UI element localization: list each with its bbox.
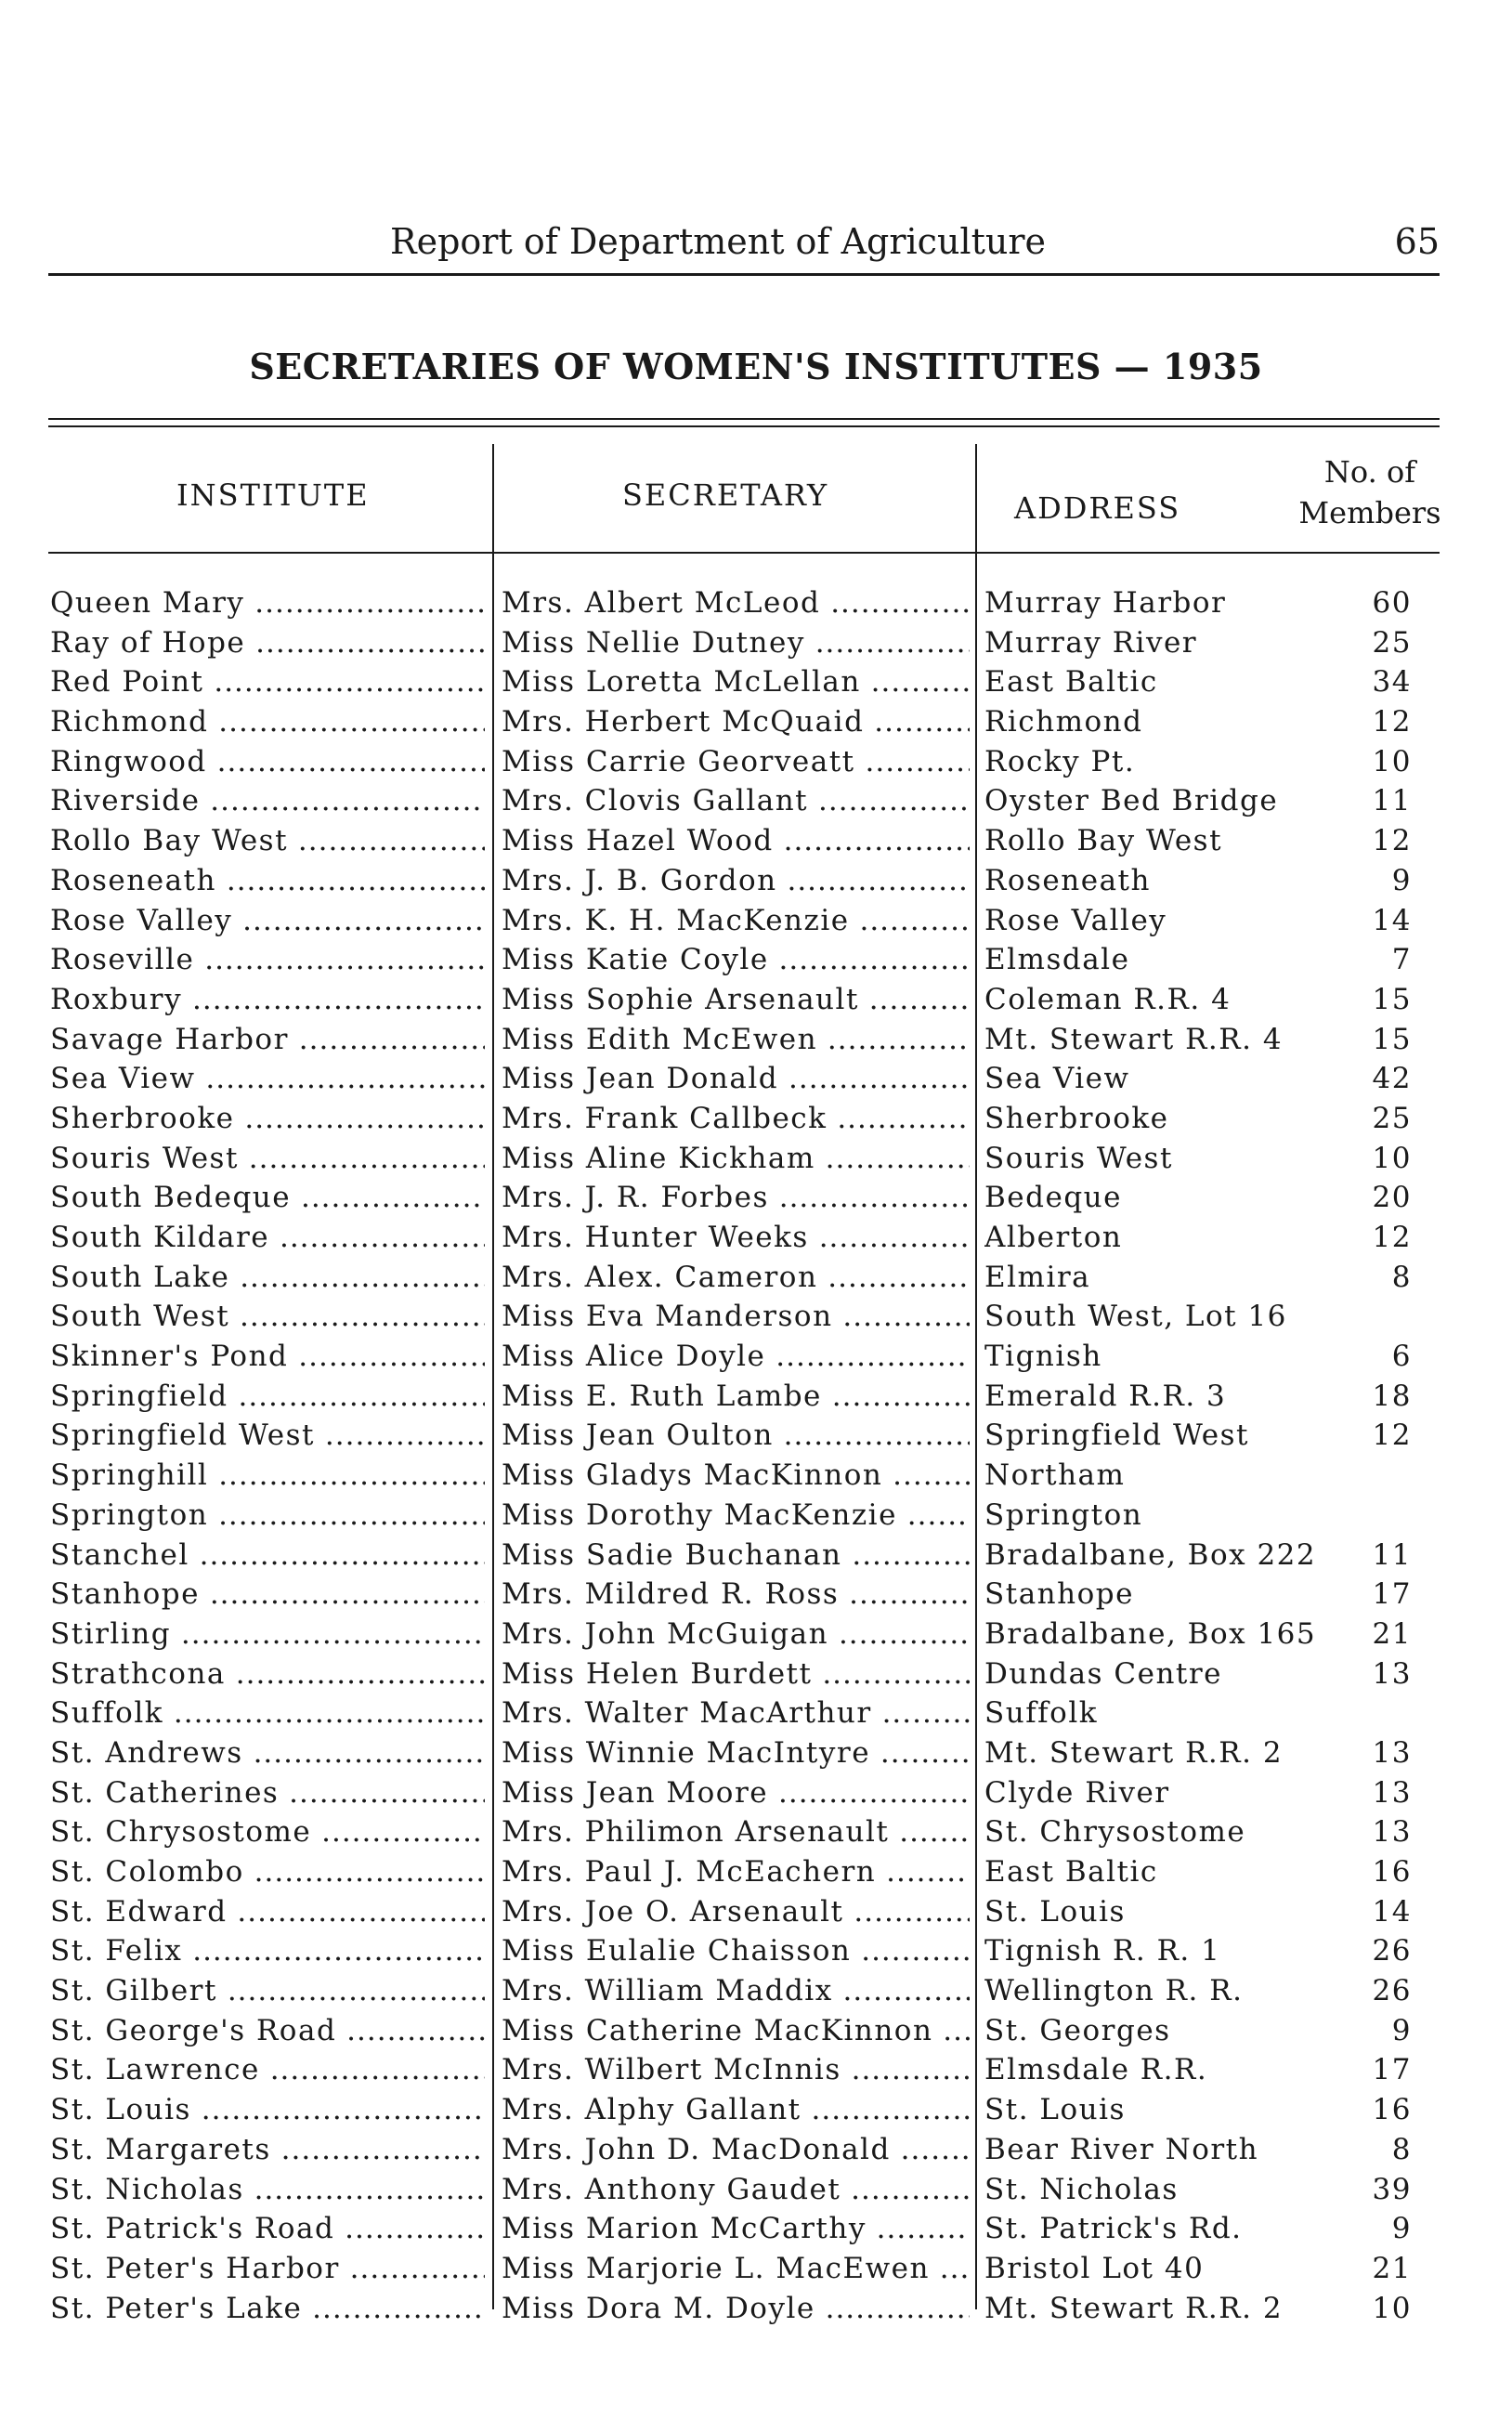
institute-cell: Springfield ..... xyxy=(50,1377,485,1416)
secretary-cell: Miss Jean Oulton ..... xyxy=(502,1416,970,1455)
address-cell: Mt. Stewart R.R. 2 xyxy=(984,1735,1284,1770)
members-cell: 14 xyxy=(1372,903,1412,937)
members-cell: 14 xyxy=(1372,1894,1412,1929)
address-cell: Emerald R.R. 3 xyxy=(984,1379,1227,1413)
address-cell: Tignish R. R. 1 xyxy=(984,1934,1221,1968)
secretary-cell: Mrs. Anthony Gaudet ..... xyxy=(502,2170,970,2209)
secretary-cell: Miss Winnie MacIntyre ..... xyxy=(502,1733,970,1772)
secretary-cell: Miss Marion McCarthy ..... xyxy=(502,2209,970,2248)
secretary-cell: Mrs. Clovis Gallant ..... xyxy=(502,781,970,820)
address-cell: Northam xyxy=(984,1458,1126,1493)
address-cell: Sherbrooke xyxy=(984,1101,1169,1135)
members-cell: 20 xyxy=(1372,1181,1412,1215)
address-cell: Rollo Bay West xyxy=(984,824,1223,858)
address-cell: East Baltic xyxy=(984,665,1158,700)
address-cell: Springton xyxy=(984,1497,1143,1532)
secretary-cell: Miss Hazel Wood ..... xyxy=(502,821,970,860)
institute-cell: St. Peter's Lake ..... xyxy=(50,2289,485,2328)
institute-cell: St. George's Road ..... xyxy=(50,2011,485,2050)
address-cell: St. Louis xyxy=(984,2093,1126,2127)
address-cell: Souris West xyxy=(984,1141,1173,1175)
table-row xyxy=(0,623,1512,663)
address-cell: Roseneath xyxy=(984,863,1151,897)
institute-cell: Suffolk ..... xyxy=(50,1693,485,1733)
table-row xyxy=(0,781,1512,821)
address-cell: Bear River North xyxy=(984,2132,1259,2166)
address-cell: St. Nicholas xyxy=(984,2172,1179,2206)
members-cell: 39 xyxy=(1372,2172,1412,2206)
members-cell: 8 xyxy=(1391,1260,1412,1294)
institute-cell: Ray of Hope ..... xyxy=(50,623,485,662)
secretary-cell: Miss Aline Kickham ..... xyxy=(502,1139,970,1178)
table-row xyxy=(0,901,1512,941)
secretary-cell: Mrs. J. B. Gordon ..... xyxy=(502,861,970,900)
table-row xyxy=(0,1536,1512,1576)
address-cell: Dundas Centre xyxy=(984,1656,1223,1691)
table-row xyxy=(0,1892,1512,1932)
institute-cell: Red Point ..... xyxy=(50,662,485,701)
table-row xyxy=(0,1812,1512,1852)
secretary-cell: Mrs. J. R. Forbes ..... xyxy=(502,1178,970,1217)
secretary-cell: Miss Loretta McLellan ..... xyxy=(502,662,970,701)
address-cell: Rose Valley xyxy=(984,903,1167,937)
table-row xyxy=(0,1575,1512,1615)
address-cell: Coleman R.R. 4 xyxy=(984,982,1232,1016)
secretary-cell: Mrs. Hunter Weeks ..... xyxy=(502,1218,970,1257)
secretary-cell: Miss Eva Manderson ..... xyxy=(502,1297,970,1336)
institutes-table xyxy=(0,583,1512,2328)
institute-cell: Sherbrooke ..... xyxy=(50,1099,485,1138)
members-header-line1: No. of xyxy=(1323,454,1416,490)
table-row xyxy=(0,1416,1512,1456)
address-cell: Sea View xyxy=(984,1062,1130,1096)
address-cell: Murray Harbor xyxy=(984,586,1227,620)
secretary-cell: Mrs. Wilbert McInnis ..... xyxy=(502,2050,970,2089)
members-cell: 11 xyxy=(1372,1537,1412,1572)
members-cell: 34 xyxy=(1372,665,1412,700)
secretary-cell: Mrs. Alphy Gallant ..... xyxy=(502,2090,970,2129)
secretary-cell: Mrs. K. H. MacKenzie ..... xyxy=(502,901,970,940)
secretary-cell: Miss Jean Donald ..... xyxy=(502,1059,970,1098)
members-cell: 10 xyxy=(1372,2291,1412,2325)
secretary-cell: Mrs. Herbert McQuaid ..... xyxy=(502,702,970,741)
members-cell: 25 xyxy=(1372,625,1412,660)
table-row xyxy=(0,2130,1512,2170)
institute-cell: St. Gilbert ..... xyxy=(50,1971,485,2010)
table-row xyxy=(0,940,1512,980)
members-cell: 9 xyxy=(1391,2013,1412,2047)
address-cell: Mt. Stewart R.R. 2 xyxy=(984,2291,1284,2325)
table-row xyxy=(0,2289,1512,2329)
members-cell: 11 xyxy=(1372,784,1412,818)
address-cell: Alberton xyxy=(984,1221,1123,1254)
table-row xyxy=(0,1099,1512,1139)
institute-cell: Roseneath ..... xyxy=(50,861,485,900)
institute-cell: Ringwood ..... xyxy=(50,742,485,781)
address-cell: South West, Lot 16 xyxy=(984,1300,1287,1334)
address-cell: Mt. Stewart R.R. 4 xyxy=(984,1022,1284,1056)
address-cell: Elmsdale xyxy=(984,943,1130,977)
institute-cell: Rose Valley ..... xyxy=(50,901,485,940)
table-row xyxy=(0,1931,1512,1971)
institute-cell: Springton ..... xyxy=(50,1496,485,1535)
institute-cell: South West ..... xyxy=(50,1297,485,1336)
institute-cell: Roseville ..... xyxy=(50,940,485,979)
address-cell: Richmond xyxy=(984,705,1143,739)
table-row xyxy=(0,1178,1512,1218)
secretary-cell: Miss Edith McEwen ..... xyxy=(502,1020,970,1059)
table-row xyxy=(0,1773,1512,1813)
institute-cell: St. Andrews ..... xyxy=(50,1733,485,1772)
institute-cell: Stanhope ..... xyxy=(50,1575,485,1614)
secretary-cell: Mrs. John McGuigan ..... xyxy=(502,1615,970,1654)
table-row xyxy=(0,1733,1512,1773)
members-cell: 21 xyxy=(1372,2251,1412,2285)
members-cell: 26 xyxy=(1372,1974,1412,2008)
members-cell: 13 xyxy=(1372,1775,1412,1810)
secretary-cell: Mrs. Frank Callbeck ..... xyxy=(502,1099,970,1138)
table-row xyxy=(0,1297,1512,1337)
table-row xyxy=(0,702,1512,742)
members-cell: 16 xyxy=(1372,2093,1412,2127)
table-row xyxy=(0,980,1512,1020)
institute-cell: Richmond ..... xyxy=(50,702,485,741)
address-cell: Rocky Pt. xyxy=(984,744,1136,778)
secretary-cell: Miss Dorothy MacKenzie ..... xyxy=(502,1496,970,1535)
members-cell: 17 xyxy=(1372,2053,1412,2087)
members-cell: 18 xyxy=(1372,1379,1412,1413)
members-cell: 17 xyxy=(1372,1577,1412,1612)
table-row xyxy=(0,1496,1512,1536)
address-cell: St. Georges xyxy=(984,2013,1171,2047)
members-cell: 8 xyxy=(1391,2132,1412,2166)
column-header-institute: INSTITUTE xyxy=(176,477,370,513)
secretary-cell: Mrs. John D. MacDonald ..... xyxy=(502,2130,970,2169)
address-cell: Bradalbane, Box 165 xyxy=(984,1616,1317,1651)
address-cell: Springfield West xyxy=(984,1419,1250,1453)
institute-cell: St. Edward ..... xyxy=(50,1892,485,1931)
institute-cell: Savage Harbor ..... xyxy=(50,1020,485,1059)
institute-cell: Skinner's Pond ..... xyxy=(50,1337,485,1376)
institute-cell: St. Felix ..... xyxy=(50,1931,485,1970)
column-header-address: ADDRESS xyxy=(1014,490,1181,526)
table-row xyxy=(0,1218,1512,1258)
title-rule-top xyxy=(48,418,1440,420)
address-cell: Suffolk xyxy=(984,1696,1099,1731)
header-underline-address xyxy=(977,552,1440,554)
table-row xyxy=(0,2090,1512,2130)
table-row xyxy=(0,1139,1512,1179)
header-underline-secretary xyxy=(494,552,975,554)
members-cell: 21 xyxy=(1372,1616,1412,1651)
secretary-cell: Miss Eulalie Chaisson ..... xyxy=(502,1931,970,1970)
secretary-cell: Miss Carrie Georveatt ..... xyxy=(502,742,970,781)
institute-cell: St. Peter's Harbor ..... xyxy=(50,2249,485,2288)
secretary-cell: Miss Dora M. Doyle ..... xyxy=(502,2289,970,2328)
address-cell: Bedeque xyxy=(984,1181,1122,1215)
address-cell: St. Louis xyxy=(984,1894,1126,1929)
members-cell: 13 xyxy=(1372,1735,1412,1770)
secretary-cell: Mrs. Philimon Arsenault ..... xyxy=(502,1812,970,1851)
address-cell: Oyster Bed Bridge xyxy=(984,784,1279,818)
table-row xyxy=(0,821,1512,861)
members-cell: 12 xyxy=(1372,1419,1412,1453)
institute-cell: Sea View ..... xyxy=(50,1059,485,1098)
secretary-cell: Mrs. Albert McLeod ..... xyxy=(502,583,970,622)
members-cell: 15 xyxy=(1372,982,1412,1016)
institute-cell: South Lake ..... xyxy=(50,1258,485,1297)
members-cell: 12 xyxy=(1372,1221,1412,1254)
address-cell: Elmira xyxy=(984,1260,1091,1294)
table-row xyxy=(0,1852,1512,1892)
secretary-cell: Miss Katie Coyle ..... xyxy=(502,940,970,979)
institute-cell: Queen Mary ..... xyxy=(50,583,485,622)
running-title: Report of Department of Agriculture xyxy=(390,221,1046,262)
secretary-cell: Mrs. Joe O. Arsenault ..... xyxy=(502,1892,970,1931)
table-row xyxy=(0,1456,1512,1496)
members-cell: 60 xyxy=(1372,586,1412,620)
members-cell: 42 xyxy=(1372,1062,1412,1096)
members-cell: 7 xyxy=(1391,943,1412,977)
table-row xyxy=(0,2249,1512,2289)
institute-cell: Stanchel ..... xyxy=(50,1536,485,1575)
table-row xyxy=(0,583,1512,623)
address-cell: Tignish xyxy=(984,1340,1102,1374)
column-header-secretary: SECRETARY xyxy=(622,477,829,513)
running-header xyxy=(48,216,1440,271)
members-cell: 10 xyxy=(1372,1141,1412,1175)
table-row xyxy=(0,2011,1512,2051)
table-row xyxy=(0,1693,1512,1733)
institute-cell: Rollo Bay West ..... xyxy=(50,821,485,860)
address-cell: Bradalbane, Box 222 xyxy=(984,1537,1317,1572)
members-cell: 9 xyxy=(1391,2212,1412,2246)
members-cell: 9 xyxy=(1391,863,1412,897)
institute-cell: St. Catherines ..... xyxy=(50,1773,485,1812)
institute-cell: St. Colombo ..... xyxy=(50,1852,485,1891)
institute-cell: St. Patrick's Road ..... xyxy=(50,2209,485,2248)
secretary-cell: Miss Marjorie L. MacEwen ..... xyxy=(502,2249,970,2288)
address-cell: Murray River xyxy=(984,625,1198,660)
members-cell: 15 xyxy=(1372,1022,1412,1056)
secretary-cell: Mrs. Paul J. McEachern ..... xyxy=(502,1852,970,1891)
table-row xyxy=(0,1337,1512,1377)
address-cell: Wellington R. R. xyxy=(984,1974,1244,2008)
address-cell: Bristol Lot 40 xyxy=(984,2251,1205,2285)
institute-cell: St. Margarets ..... xyxy=(50,2130,485,2169)
address-cell: East Baltic xyxy=(984,1855,1158,1889)
institute-cell: Souris West ..... xyxy=(50,1139,485,1178)
table-row xyxy=(0,1971,1512,2011)
column-header-members xyxy=(1291,451,1449,533)
secretary-cell: Mrs. William Maddix ..... xyxy=(502,1971,970,2010)
members-cell: 12 xyxy=(1372,705,1412,739)
institute-cell: Riverside ..... xyxy=(50,781,485,820)
secretary-cell: Miss Helen Burdett ..... xyxy=(502,1654,970,1693)
members-cell: 13 xyxy=(1372,1815,1412,1850)
header-rule xyxy=(48,273,1440,276)
institute-cell: Stirling ..... xyxy=(50,1615,485,1654)
members-cell: 13 xyxy=(1372,1656,1412,1691)
table-row xyxy=(0,1615,1512,1654)
table-row xyxy=(0,2170,1512,2210)
secretary-cell: Mrs. Mildred R. Ross ..... xyxy=(502,1575,970,1614)
secretary-cell: Miss Catherine MacKinnon ..... xyxy=(502,2011,970,2050)
table-row xyxy=(0,1258,1512,1298)
table-row xyxy=(0,1654,1512,1694)
table-row xyxy=(0,662,1512,702)
address-cell: St. Chrysostome xyxy=(984,1815,1246,1850)
address-cell: Clyde River xyxy=(984,1775,1170,1810)
secretary-cell: Miss Jean Moore ..... xyxy=(502,1773,970,1812)
table-row xyxy=(0,742,1512,782)
secretary-cell: Miss Gladys MacKinnon ..... xyxy=(502,1456,970,1495)
institute-cell: St. Lawrence ..... xyxy=(50,2050,485,2089)
institute-cell: St. Louis ..... xyxy=(50,2090,485,2129)
members-cell: 10 xyxy=(1372,744,1412,778)
secretary-cell: Miss E. Ruth Lambe ..... xyxy=(502,1377,970,1416)
table-row xyxy=(0,2050,1512,2090)
institute-cell: Roxbury ..... xyxy=(50,980,485,1019)
members-cell: 16 xyxy=(1372,1855,1412,1889)
institute-cell: St. Chrysostome ..... xyxy=(50,1812,485,1851)
members-cell: 25 xyxy=(1372,1101,1412,1135)
secretary-cell: Miss Alice Doyle ..... xyxy=(502,1337,970,1376)
address-cell: Stanhope xyxy=(984,1577,1134,1612)
table-row xyxy=(0,1020,1512,1060)
members-cell: 26 xyxy=(1372,1934,1412,1968)
table-row xyxy=(0,861,1512,901)
institute-cell: South Kildare ..... xyxy=(50,1218,485,1257)
address-cell: St. Patrick's Rd. xyxy=(984,2212,1243,2246)
page-title: SECRETARIES OF WOMEN'S INSTITUTES — 1935 xyxy=(249,346,1263,387)
institute-cell: St. Nicholas ..... xyxy=(50,2170,485,2209)
header-underline-institute xyxy=(48,552,492,554)
institute-cell: Strathcona ..... xyxy=(50,1654,485,1693)
table-row xyxy=(0,1377,1512,1417)
members-header-line2: Members xyxy=(1298,495,1441,530)
secretary-cell: Miss Sadie Buchanan ..... xyxy=(502,1536,970,1575)
secretary-cell: Mrs. Alex. Cameron ..... xyxy=(502,1258,970,1297)
title-rule-bottom xyxy=(48,425,1440,427)
address-cell: Elmsdale R.R. xyxy=(984,2053,1208,2087)
secretary-cell: Mrs. Walter MacArthur ..... xyxy=(502,1693,970,1733)
table-row xyxy=(0,2209,1512,2249)
secretary-cell: Miss Nellie Dutney ..... xyxy=(502,623,970,662)
members-cell: 6 xyxy=(1391,1340,1412,1374)
secretary-cell: Miss Sophie Arsenault ..... xyxy=(502,980,970,1019)
members-cell: 12 xyxy=(1372,824,1412,858)
table-row xyxy=(0,1059,1512,1099)
institute-cell: Springhill ..... xyxy=(50,1456,485,1495)
institute-cell: South Bedeque ..... xyxy=(50,1178,485,1217)
institute-cell: Springfield West ..... xyxy=(50,1416,485,1455)
page-number: 65 xyxy=(1394,221,1440,262)
